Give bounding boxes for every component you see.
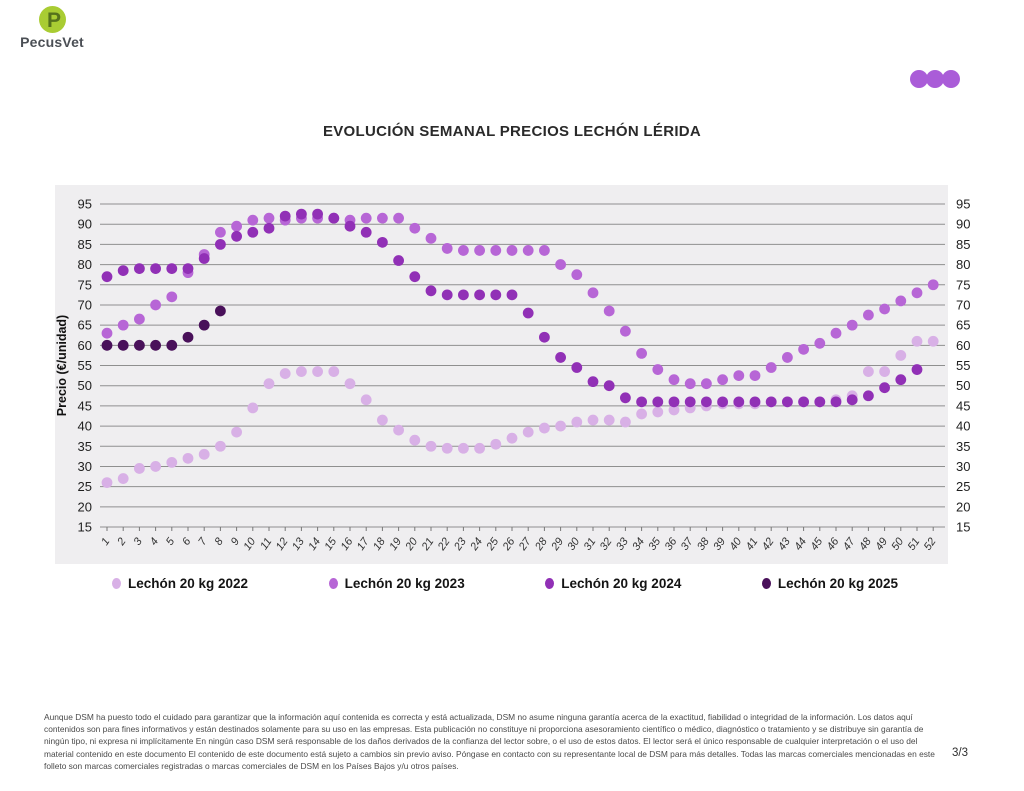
x-axis-label: 32 xyxy=(597,535,615,553)
data-point xyxy=(199,253,210,264)
y-axis-title: Precio (€/unidad) xyxy=(55,314,69,417)
y-axis-label-right: 55 xyxy=(956,358,971,373)
data-point xyxy=(490,289,501,300)
data-point xyxy=(426,233,437,244)
data-point xyxy=(264,213,275,224)
x-axis-label: 13 xyxy=(290,535,307,553)
y-axis-label-left: 40 xyxy=(77,418,92,434)
data-point xyxy=(150,300,161,311)
data-point xyxy=(280,368,291,379)
data-point xyxy=(102,477,113,488)
svg-text:P: P xyxy=(46,9,61,32)
x-axis-label: 44 xyxy=(792,535,810,553)
data-point xyxy=(150,340,161,351)
x-axis-label: 2 xyxy=(115,535,129,548)
y-axis-label-right: 15 xyxy=(956,519,971,535)
y-axis-label-left: 35 xyxy=(77,438,92,454)
x-axis-label: 18 xyxy=(371,535,388,553)
data-point xyxy=(426,441,437,452)
x-axis-label: 40 xyxy=(727,535,745,553)
data-point xyxy=(555,259,566,270)
chart-legend xyxy=(112,576,898,591)
y-axis-label-right: 60 xyxy=(956,337,971,353)
data-point xyxy=(409,271,420,282)
x-axis-label: 52 xyxy=(921,535,939,553)
data-point xyxy=(523,427,534,438)
three-dots-icon xyxy=(908,69,968,89)
data-point xyxy=(264,223,275,234)
data-point xyxy=(766,396,777,407)
data-point xyxy=(377,213,388,224)
y-axis-label-right: 40 xyxy=(956,418,971,434)
data-point xyxy=(166,457,177,468)
x-axis-label: 14 xyxy=(306,535,324,553)
y-axis-label-right: 85 xyxy=(956,236,971,252)
data-point xyxy=(879,366,890,377)
data-point xyxy=(750,370,761,381)
x-axis-label: 51 xyxy=(905,535,923,553)
x-axis-label: 46 xyxy=(824,535,842,553)
x-axis-label: 25 xyxy=(484,535,502,553)
data-point xyxy=(442,243,453,254)
x-axis-label: 12 xyxy=(273,535,291,553)
data-point xyxy=(879,304,890,315)
data-point xyxy=(879,382,890,393)
y-axis-label-left: 85 xyxy=(77,236,92,252)
data-point xyxy=(928,279,939,290)
data-point xyxy=(912,336,923,347)
page-number: 3/3 xyxy=(952,747,968,759)
x-axis-label: 20 xyxy=(403,535,421,553)
y-axis-label-left: 25 xyxy=(77,479,92,495)
data-point xyxy=(361,394,372,405)
data-point xyxy=(636,409,647,420)
data-point xyxy=(458,289,469,300)
data-point xyxy=(814,396,825,407)
data-point xyxy=(199,320,210,331)
data-point xyxy=(361,213,372,224)
data-point xyxy=(264,378,275,389)
y-axis-label-right: 90 xyxy=(956,216,971,232)
data-point xyxy=(798,396,809,407)
data-point xyxy=(134,263,145,274)
legend-label: Lechón 20 kg 2025 xyxy=(777,576,898,591)
data-point xyxy=(458,245,469,256)
x-axis-label: 31 xyxy=(581,535,599,553)
data-point xyxy=(296,366,307,377)
data-point xyxy=(118,320,129,331)
data-point xyxy=(215,441,226,452)
data-point xyxy=(458,443,469,454)
data-point xyxy=(102,271,113,282)
data-point xyxy=(134,340,145,351)
legend-marker-icon xyxy=(762,578,771,589)
x-axis-label: 1 xyxy=(99,535,113,548)
data-point xyxy=(118,340,129,351)
data-point xyxy=(523,245,534,256)
data-point xyxy=(588,376,599,387)
legend-label: Lechón 20 kg 2023 xyxy=(344,576,465,591)
x-axis-label: 24 xyxy=(468,535,486,553)
x-axis-label: 21 xyxy=(419,535,437,553)
disclaimer-text: Aunque DSM ha puesto todo el cuidado para garantizar que la información aquí contenida es correcta y está actualizada, DSM no asume ninguna garantía acerca de la exactitud, fiabilidad o integridad de la información. Los datos aquí contenidos son para fines informativos y están destinados solamente para su uso en las empresas. Esta publicación no constituye ni proporciona asesoramiento científico o médico, diagnóstico o tratamiento y se distribuye sin garantía de ningún tipo, ni expresa ni implícitamente En ningún caso DSM será responsable de los daños derivados de la confianza del lector sobre, o el uso de estos datos. El lector será el único responsable de cualquier interpretación o el uso del material contenido en este documento El contenido de este documento está sujeto a cambios sin previo aviso. Póngase en contacto con su representante local de DSM para más detalles. Todas las marcas comerciales mencionadas en este folleto son marcas comerciales registradas o marcas comerciales de DSM en los Países Bajos y/u otros países. xyxy=(44,712,935,771)
data-point xyxy=(442,289,453,300)
x-axis-label: 38 xyxy=(695,535,712,553)
legend-item xyxy=(112,576,248,591)
logo-text: PecusVet xyxy=(20,34,84,50)
data-point xyxy=(863,390,874,401)
data-point xyxy=(474,443,485,454)
data-point xyxy=(345,378,356,389)
x-axis-label: 3 xyxy=(131,535,145,548)
x-axis-label: 10 xyxy=(241,535,259,553)
y-axis-label-left: 50 xyxy=(77,378,92,394)
y-axis-label-left: 80 xyxy=(77,257,92,273)
pecusvet-logo xyxy=(10,6,94,50)
legend-item xyxy=(545,576,681,591)
data-point xyxy=(215,239,226,250)
y-axis-label-left: 90 xyxy=(77,216,92,232)
y-axis-label-right: 20 xyxy=(956,499,971,515)
x-axis-label: 16 xyxy=(338,535,356,553)
data-point xyxy=(912,287,923,298)
x-axis-label: 6 xyxy=(180,535,194,548)
x-axis-label: 48 xyxy=(857,535,874,553)
data-point xyxy=(474,289,485,300)
data-point xyxy=(571,417,582,428)
x-axis-label: 4 xyxy=(147,535,162,548)
data-point xyxy=(361,227,372,238)
data-point xyxy=(669,374,680,385)
data-point xyxy=(523,308,534,319)
data-point xyxy=(669,396,680,407)
data-point xyxy=(231,221,242,232)
data-point xyxy=(571,362,582,373)
data-point xyxy=(507,433,518,444)
data-point xyxy=(733,370,744,381)
y-axis-label-right: 95 xyxy=(956,196,971,212)
pecusvet-logo-icon xyxy=(39,6,66,33)
data-point xyxy=(393,213,404,224)
data-point xyxy=(782,396,793,407)
data-point xyxy=(604,306,615,317)
data-point xyxy=(102,328,113,339)
data-point xyxy=(507,289,518,300)
x-axis-label: 5 xyxy=(163,535,178,548)
x-axis-label: 49 xyxy=(873,535,891,553)
x-axis-label: 11 xyxy=(258,535,275,553)
x-axis-label: 27 xyxy=(516,535,534,553)
x-axis-label: 39 xyxy=(711,535,729,553)
y-axis-label-right: 30 xyxy=(956,458,971,474)
data-point xyxy=(928,336,939,347)
data-point xyxy=(231,231,242,242)
y-axis-label-right: 70 xyxy=(956,297,971,313)
data-point xyxy=(766,362,777,373)
data-point xyxy=(166,291,177,302)
y-axis-label-right: 75 xyxy=(956,277,971,293)
x-axis-label: 29 xyxy=(549,535,567,553)
data-point xyxy=(750,396,761,407)
data-point xyxy=(895,296,906,307)
data-point xyxy=(166,340,177,351)
x-axis-label: 45 xyxy=(808,535,826,553)
data-point xyxy=(588,287,599,298)
data-point xyxy=(247,227,258,238)
x-axis-label: 35 xyxy=(646,535,664,553)
data-point xyxy=(733,396,744,407)
x-axis-label: 7 xyxy=(196,535,210,548)
data-point xyxy=(442,443,453,454)
data-point xyxy=(685,378,696,389)
data-point xyxy=(717,396,728,407)
data-point xyxy=(636,348,647,359)
x-axis-label: 43 xyxy=(776,535,793,553)
data-point xyxy=(847,320,858,331)
legend-label: Lechón 20 kg 2024 xyxy=(561,576,682,591)
data-point xyxy=(328,213,339,224)
data-point xyxy=(312,366,323,377)
data-point xyxy=(150,263,161,274)
data-point xyxy=(814,338,825,349)
data-point xyxy=(717,374,728,385)
y-axis-label-left: 75 xyxy=(77,277,92,293)
y-axis-label-left: 45 xyxy=(77,398,92,414)
y-axis-label-left: 15 xyxy=(77,519,92,535)
data-point xyxy=(571,269,582,280)
x-axis-label: 33 xyxy=(614,535,631,553)
x-axis-label: 9 xyxy=(228,535,243,548)
data-point xyxy=(604,380,615,391)
data-point xyxy=(831,328,842,339)
y-axis-label-left: 95 xyxy=(77,196,92,212)
data-point xyxy=(798,344,809,355)
data-point xyxy=(345,221,356,232)
data-point xyxy=(620,392,631,403)
data-point xyxy=(247,215,258,226)
data-point xyxy=(620,417,631,428)
x-axis-label: 28 xyxy=(533,535,550,553)
data-point xyxy=(312,209,323,220)
data-point xyxy=(539,332,550,343)
data-point xyxy=(701,396,712,407)
data-point xyxy=(652,396,663,407)
data-point xyxy=(620,326,631,337)
x-axis-label: 30 xyxy=(565,535,583,553)
data-point xyxy=(215,227,226,238)
data-point xyxy=(183,263,194,274)
y-axis-label-left: 20 xyxy=(77,499,92,515)
data-point xyxy=(652,407,663,418)
x-axis-label: 41 xyxy=(743,535,761,553)
data-point xyxy=(183,453,194,464)
y-axis-label-right: 80 xyxy=(956,257,971,273)
x-axis-label: 15 xyxy=(322,535,340,553)
x-axis-label: 50 xyxy=(889,535,907,553)
x-axis-label: 23 xyxy=(452,535,469,553)
data-point xyxy=(102,340,113,351)
data-point xyxy=(393,425,404,436)
data-point xyxy=(863,310,874,321)
y-axis-label-left: 70 xyxy=(77,297,92,313)
x-axis-label: 22 xyxy=(435,535,453,553)
legend-item xyxy=(329,576,465,591)
y-axis-label-left: 30 xyxy=(77,458,92,474)
data-point xyxy=(231,427,242,438)
data-point xyxy=(636,396,647,407)
data-point xyxy=(199,449,210,460)
data-point xyxy=(652,364,663,375)
data-point xyxy=(166,263,177,274)
data-point xyxy=(701,378,712,389)
data-point xyxy=(490,439,501,450)
data-point xyxy=(150,461,161,472)
legend-marker-icon xyxy=(545,578,554,589)
data-point xyxy=(409,223,420,234)
data-point xyxy=(555,352,566,363)
data-point xyxy=(831,396,842,407)
x-axis-label: 37 xyxy=(678,535,696,553)
y-axis-label-left: 55 xyxy=(77,358,92,373)
data-point xyxy=(426,285,437,296)
x-axis-label: 47 xyxy=(840,535,858,553)
data-point xyxy=(215,306,226,317)
data-point xyxy=(507,245,518,256)
x-axis-label: 8 xyxy=(212,535,226,548)
data-point xyxy=(604,415,615,426)
y-axis-label-right: 50 xyxy=(956,378,971,394)
data-point xyxy=(134,463,145,474)
legend-marker-icon xyxy=(112,578,121,589)
data-point xyxy=(539,423,550,434)
data-point xyxy=(539,245,550,256)
data-point xyxy=(134,314,145,325)
price-chart xyxy=(50,183,985,585)
data-point xyxy=(895,350,906,361)
data-point xyxy=(490,245,501,256)
y-axis-label-right: 65 xyxy=(956,317,971,333)
y-axis-label-right: 25 xyxy=(956,479,971,495)
data-point xyxy=(183,332,194,343)
data-point xyxy=(685,396,696,407)
data-point xyxy=(863,366,874,377)
x-axis-label: 17 xyxy=(354,535,372,553)
data-point xyxy=(296,209,307,220)
x-axis-label: 36 xyxy=(662,535,680,553)
y-axis-label-right: 35 xyxy=(956,438,971,454)
data-point xyxy=(409,435,420,446)
x-axis-label: 26 xyxy=(500,535,518,553)
y-axis-label-left: 65 xyxy=(77,317,92,333)
data-point xyxy=(328,366,339,377)
data-point xyxy=(474,245,485,256)
data-point xyxy=(555,421,566,432)
legend-marker-icon xyxy=(329,578,338,589)
x-axis-label: 19 xyxy=(387,535,405,553)
legend-item xyxy=(762,576,898,591)
data-point xyxy=(393,255,404,266)
x-axis-label: 42 xyxy=(759,535,777,553)
legend-label: Lechón 20 kg 2022 xyxy=(128,576,249,591)
data-point xyxy=(247,402,258,413)
data-point xyxy=(280,211,291,222)
data-point xyxy=(377,237,388,248)
data-point xyxy=(588,415,599,426)
data-point xyxy=(118,473,129,484)
data-point xyxy=(912,364,923,375)
data-point xyxy=(377,415,388,426)
data-point xyxy=(847,394,858,405)
data-point xyxy=(782,352,793,363)
y-axis-label-left: 60 xyxy=(77,337,92,353)
page-title: EVOLUCIÓN SEMANAL PRECIOS LECHÓN LÉRIDA xyxy=(322,123,702,140)
data-point xyxy=(118,265,129,276)
data-point xyxy=(895,374,906,385)
y-axis-label-right: 45 xyxy=(956,398,971,414)
x-axis-label: 34 xyxy=(630,535,648,553)
